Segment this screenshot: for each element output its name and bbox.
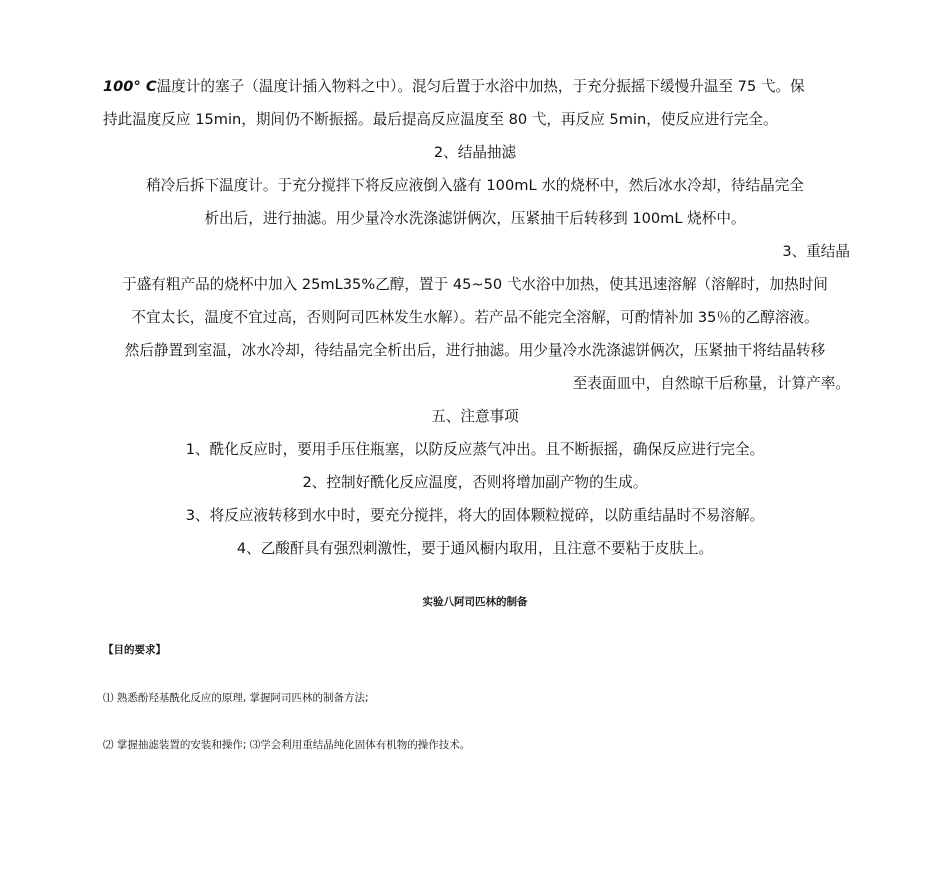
note-item-1: 1、酰化反应时，要用手压住瓶塞，以防反应蒸气冲出。且不断振摇，确保反应进行完全。 xyxy=(185,441,765,458)
text-line-8: 至表面皿中，自然晾干后称量，计算产率。 xyxy=(572,375,850,392)
note-item-2: 2、控制好酰化反应温度，否则将增加副产物的生成。 xyxy=(302,474,648,491)
note-item-3: 3、将反应液转移到水中时，要充分搅拌，将大的固体颗粒搅碎，以防重结晶时不易溶解。 xyxy=(185,507,765,524)
temperature-value: 100° C xyxy=(103,78,157,95)
text-line-1: 100° C温度计的塞子（温度计插入物料之中）。混匀后置于水浴中加热，于充分振摇下缓慢升温至 75 弋。保 xyxy=(103,78,805,95)
section-heading-recrystallization: 3、重结晶 xyxy=(782,243,850,260)
text-line-2: 持此温度反应 15min，期间仍不断振摇。最后提高反应温度至 80 弋，再反应 5min，使反应进行完全。 xyxy=(103,111,778,128)
note-item-4: 4、乙酸酐具有强烈刺激性，要于通风橱内取用，且注意不要粘于皮肤上。 xyxy=(236,540,714,557)
section-heading-crystallization-filtration: 2、结晶抽滤 xyxy=(433,144,517,161)
objective-item-1: ⑴ 熟悉酚羟基酰化反应的原理, 掌握阿司匹林的制备方法; xyxy=(103,692,369,704)
text-line-3: 稍冷后拆下温度计。于充分搅拌下将反应液倒入盛有 100mL 水的烧杯中，然后冰水冷却，待结晶完全 xyxy=(146,177,804,194)
text-line-4: 析出后，进行抽滤。用少量冷水洗涤滤饼俩次，压紧抽干后转移到 100mL 烧杯中。 xyxy=(204,210,746,227)
text-line-5: 于盛有粗产品的烧杯中加入 25mL35%乙醇，置于 45~50 弋水浴中加热，使其迅速溶解（溶解时，加热时间 xyxy=(122,276,828,293)
experiment-title: 实验八阿司匹林的制备 xyxy=(422,596,528,608)
text-line-6: 不宜太长，温度不宜过高，否则阿司匹林发生水解）。若产品不能完全溶解，可酌情补加 35％的乙醇溶液。 xyxy=(131,309,819,326)
objectives-heading: 【目的要求】 xyxy=(103,644,166,656)
section-heading-notes: 五、注意事项 xyxy=(431,408,519,425)
objective-item-2: ⑵ 掌握抽滤装置的安装和操作; ⑶学会利用重结晶纯化固体有机物的操作技术。 xyxy=(103,739,471,751)
text-line-7: 然后静置到室温，冰水冷却，待结晶完全析出后，进行抽滤。用少量冷水洗涤滤饼俩次，压紧抽干将结晶转移 xyxy=(124,342,826,359)
